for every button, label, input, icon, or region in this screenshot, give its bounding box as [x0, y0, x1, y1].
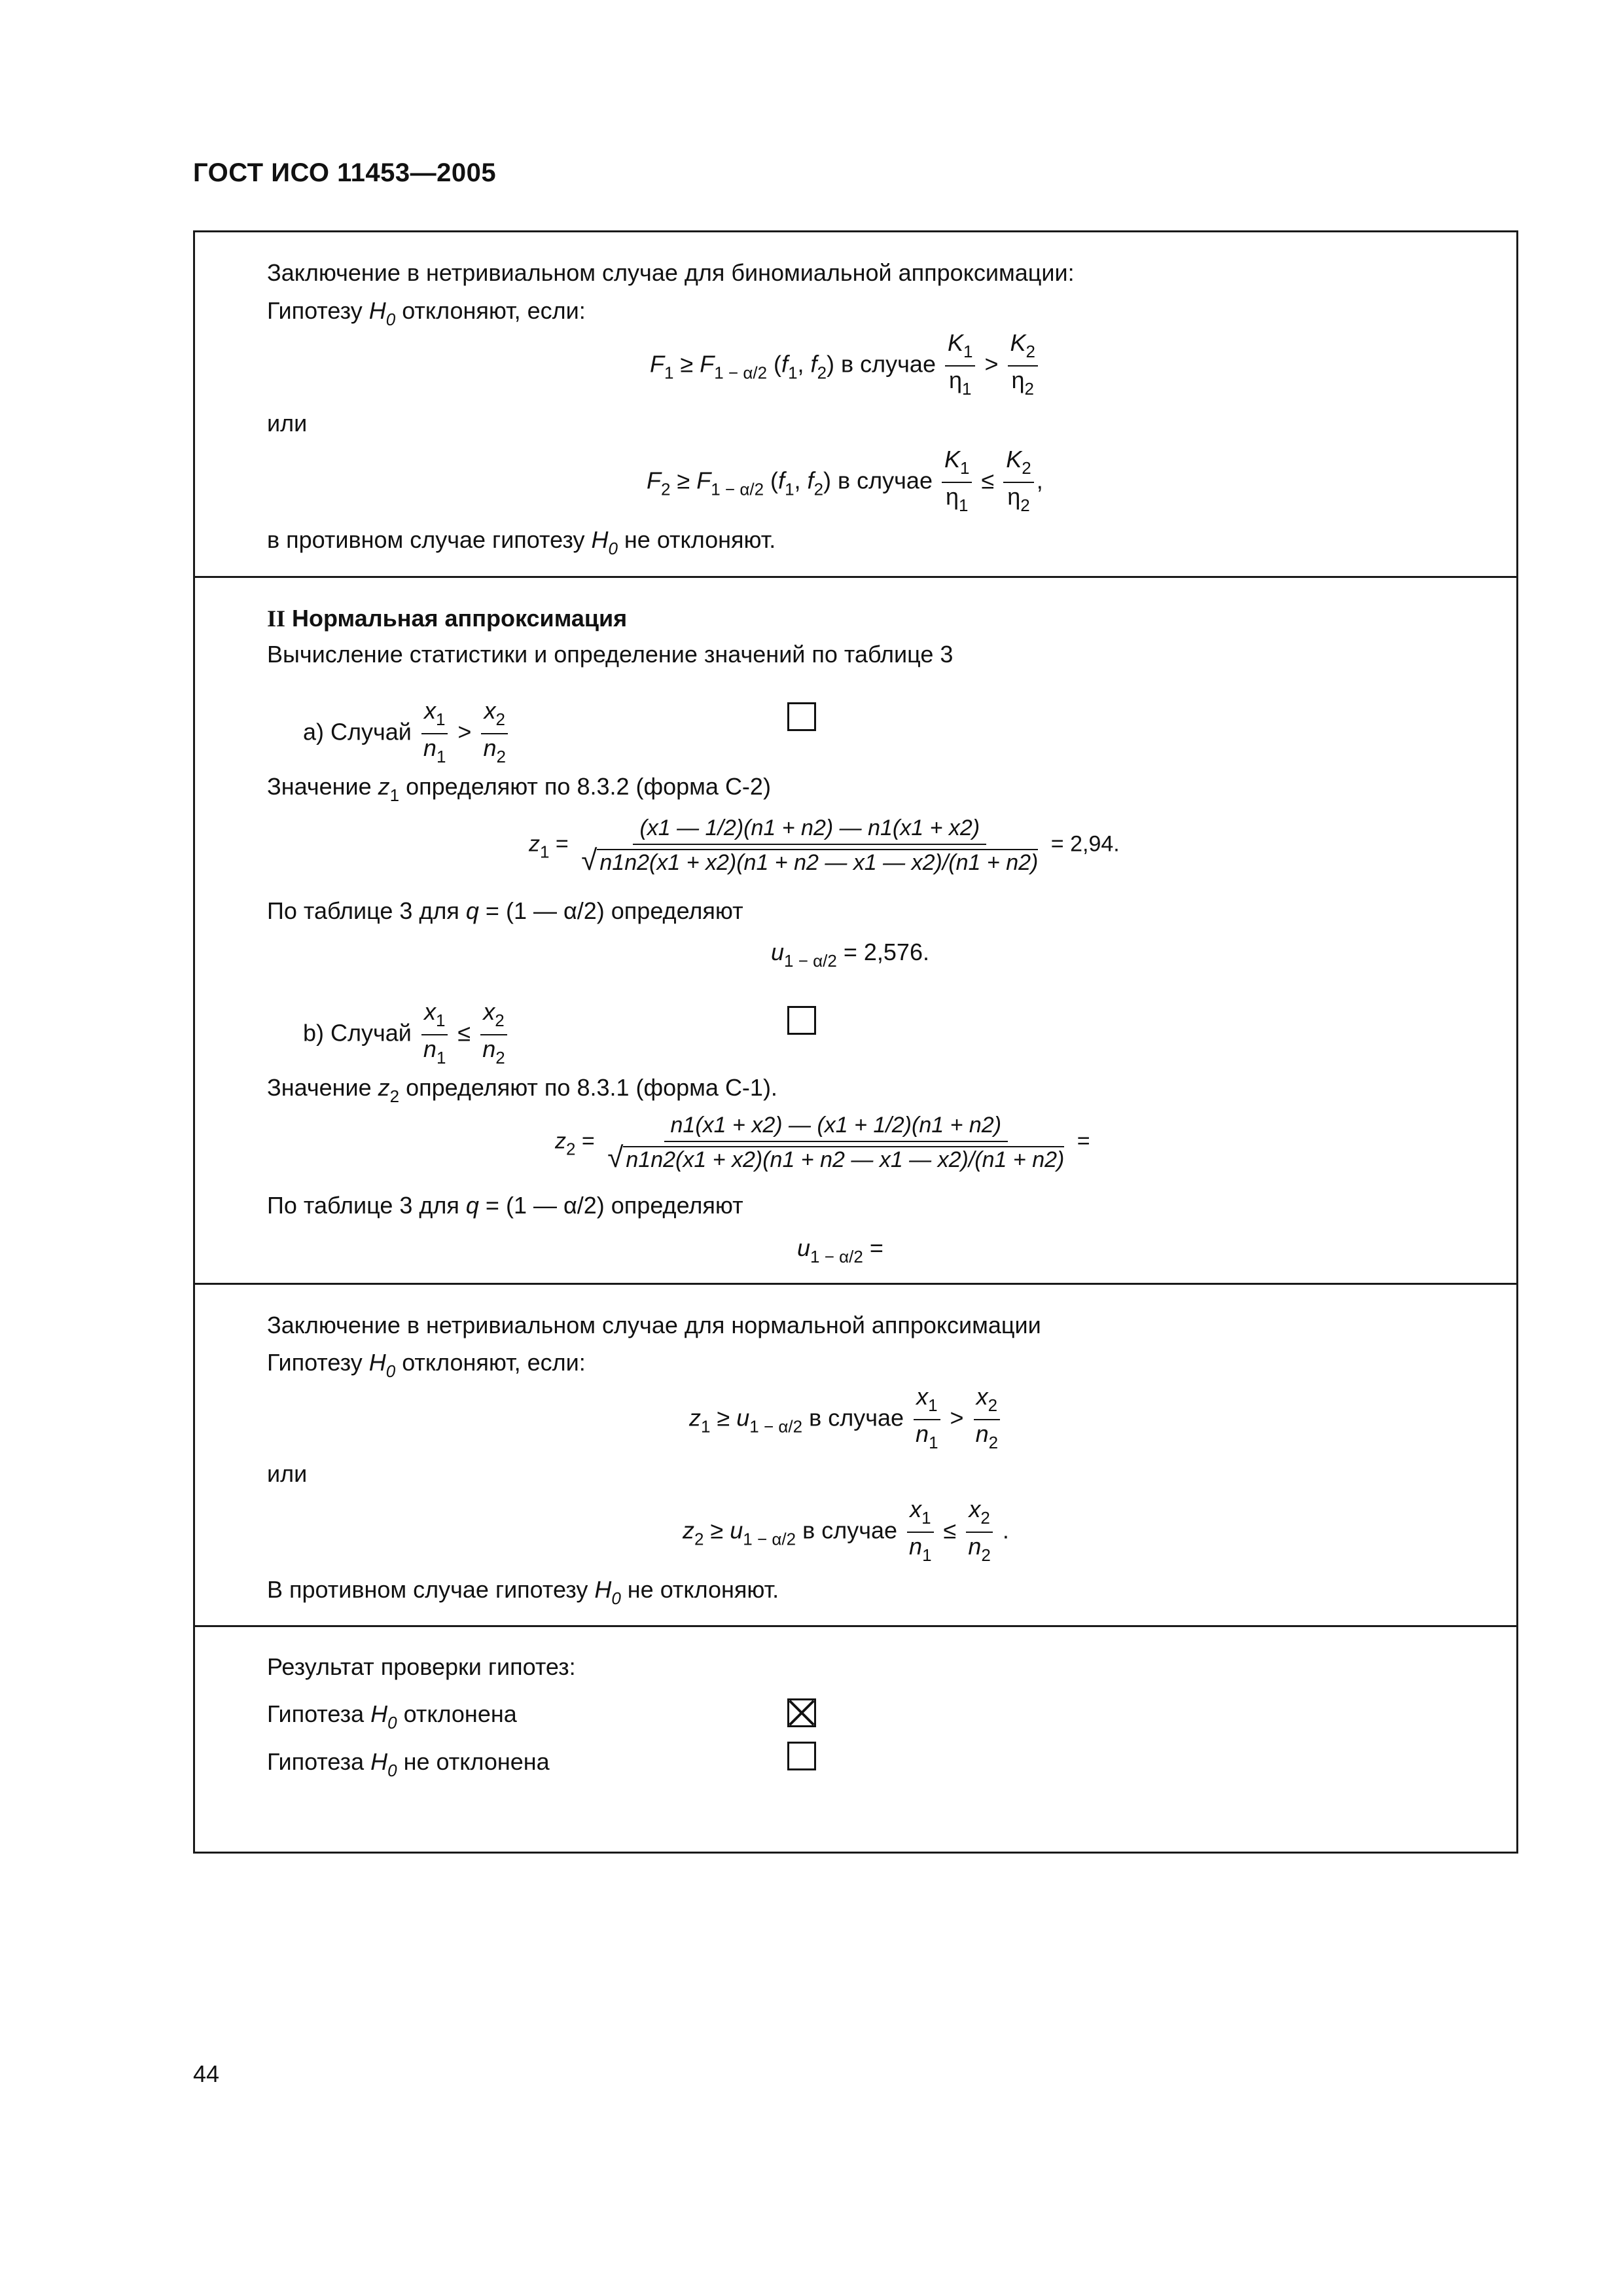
section-divider	[195, 1625, 1516, 1627]
text-fragment: = (1 — α/2) определяют	[478, 1192, 743, 1219]
binomial-conclusion-title: Заключение в нетривиальном случае для биномиальной аппроксимации:	[267, 259, 1075, 286]
h0-symbol: $H_0$	[591, 526, 618, 558]
u-value-b: $u_{1 - \alpha/2}$ =	[797, 1234, 883, 1266]
binomial-condition-1: $F_1 \ge F_{1 - \alpha/2}$ ($f_1$, $f_2$) в случае $\frac{K_1}{\eta_1}$ > $\frac{K_2}{\eta_2}$	[650, 331, 1041, 401]
hypothesis-not-rejected-checkbox[interactable]	[787, 1742, 816, 1770]
hypothesis-not-rejected-label	[267, 1748, 550, 1785]
text-fragment: По таблице 3 для	[267, 1192, 466, 1219]
text-fragment: отклонена	[397, 1700, 517, 1727]
section-divider	[195, 576, 1516, 578]
binomial-condition-2: $F_2 \ge F_{1 - \alpha/2}$ ($f_1$, $f_2$) в случае $\frac{K_1}{\eta_1}$ ≤ $\frac{K_2}{\eta_2}$ ,	[647, 446, 1043, 515]
heading-text: Нормальная аппроксимация	[292, 605, 628, 632]
roman-numeral: II	[267, 605, 286, 632]
form-frame	[193, 230, 1518, 1854]
binomial-or: или	[267, 410, 308, 437]
text-fragment: отклоняют, если:	[395, 297, 586, 324]
in-case-text: в случае	[802, 1516, 898, 1544]
z1-formula: $z_1$ = $\frac{(x1 — 1/2)(n1 + n2) — n1(x1 + x2)}{√ n1n2(x1 + x2)(n1 + n2 — x1 — x2)/(n1 + n2)}$ = 2,94.	[529, 814, 1120, 877]
case-a-label: а) Случай $\frac{x_1}{n_1}$ > $\frac{x_2}{n_2}$	[303, 698, 511, 769]
h0-symbol: $H_0$	[370, 1748, 397, 1780]
case-a-checkbox[interactable]	[787, 702, 816, 731]
hypothesis-rejected-checkbox[interactable]	[787, 1698, 816, 1727]
case-label-text: b) Случай	[303, 1019, 412, 1047]
page-number: 44	[193, 2060, 220, 2087]
table-lookup-b: По таблице 3 для q = (1 — α/2) определяют	[267, 1192, 743, 1219]
h0-symbol: $H_0$	[370, 1700, 397, 1732]
text-fragment: Значение	[267, 773, 378, 800]
comma: ,	[1036, 467, 1043, 494]
text-fragment: Гипотеза	[267, 1700, 371, 1727]
normal-approx-heading	[267, 604, 627, 633]
z2-intro: Значение $z_2$ определяют по 8.3.1 (форма С-1).	[267, 1074, 777, 1106]
u-value-a: $u_{1 - \alpha/2} = 2,576$.	[771, 939, 929, 971]
binomial-reject-if	[267, 296, 586, 334]
text-fragment: Гипотезу	[267, 1349, 369, 1376]
case-label-text: а) Случай	[303, 718, 412, 745]
result-title: Результат проверки гипотез:	[267, 1653, 576, 1680]
u-value-text: = 2,576.	[843, 939, 929, 965]
normal-or: или	[267, 1460, 308, 1487]
normal-approx-intro: Вычисление статистики и определение значений по таблице 3	[267, 641, 954, 668]
in-case-text: в случае	[809, 1404, 904, 1431]
text-fragment: определяют по 8.3.2 (форма С-2)	[399, 773, 771, 800]
section-divider	[195, 1283, 1516, 1285]
text-fragment: в противном случае гипотезу	[267, 526, 592, 553]
normal-condition-2: $z_2 \ge u_{1 - \alpha/2}$ в случае $\frac{x_1}{n_1}$ ≤ $\frac{x_2}{n_2}$ .	[683, 1496, 1009, 1565]
text-fragment: В противном случае гипотезу	[267, 1576, 595, 1603]
hypothesis-rejected-label	[267, 1700, 517, 1737]
u-value-text: =	[869, 1234, 883, 1261]
case-b-checkbox[interactable]	[787, 1006, 816, 1035]
text-fragment: Гипотеза	[267, 1748, 371, 1775]
z1-numerator: (x1 — 1/2)(n1 + n2) — n1(x1 + x2)	[633, 814, 986, 845]
binomial-otherwise	[267, 526, 776, 563]
case-b-label: b) Случай $\frac{x_1}{n_1}$ ≤ $\frac{x_2}{n_2}$	[303, 999, 510, 1070]
z1-value: = 2,94.	[1050, 831, 1120, 857]
period: .	[1002, 1516, 1009, 1544]
text-fragment: = (1 — α/2) определяют	[478, 897, 743, 924]
text-fragment: отклоняют, если:	[395, 1349, 586, 1376]
z2-numerator: n1(x1 + x2) — (x1 + 1/2)(n1 + n2)	[664, 1111, 1008, 1142]
text-fragment: не отклоняют.	[617, 526, 776, 553]
page-header-title: ГОСТ ИСО 11453—2005	[193, 158, 497, 187]
text-fragment: Значение	[267, 1074, 378, 1101]
z2-value: =	[1077, 1128, 1090, 1154]
in-case-text: в случае	[841, 350, 936, 378]
normal-condition-1: $z_1 \ge u_{1 - \alpha/2}$ в случае $\frac{x_1}{n_1}$ > $\frac{x_2}{n_2}$	[689, 1384, 1003, 1455]
z2-formula: $z_2$ = $\frac{n1(x1 + x2) — (x1 + 1/2)(n1 + n2)}{√ n1n2(x1 + x2)(n1 + n2 — x1 — x2)/(n1 + n2)}$ =	[555, 1111, 1090, 1174]
normal-reject-if	[267, 1348, 586, 1386]
normal-otherwise	[267, 1575, 779, 1613]
h0-symbol: $H_0$	[368, 297, 396, 329]
text-fragment: не отклонена	[397, 1748, 550, 1775]
text-fragment: не отклоняют.	[620, 1576, 779, 1603]
h0-symbol: $H_0$	[594, 1576, 621, 1608]
z2-denominator: n1n2(x1 + x2)(n1 + n2 — x1 — x2)/(n1 + n2)	[623, 1146, 1064, 1172]
text-fragment: Гипотезу	[267, 297, 369, 324]
h0-symbol: $H_0$	[368, 1349, 396, 1381]
z1-denominator: n1n2(x1 + x2)(n1 + n2 — x1 — x2)/(n1 + n2)	[597, 849, 1038, 875]
in-case-text: в случае	[838, 467, 933, 494]
text-fragment: определяют по 8.3.1 (форма С-1).	[399, 1074, 777, 1101]
z1-intro: Значение $z_1$ определяют по 8.3.2 (форма С-2)	[267, 773, 771, 805]
text-fragment: По таблице 3 для	[267, 897, 466, 924]
table-lookup-a: По таблице 3 для q = (1 — α/2) определяют	[267, 897, 743, 924]
normal-conclusion-title: Заключение в нетривиальном случае для нормальной аппроксимации	[267, 1312, 1041, 1338]
